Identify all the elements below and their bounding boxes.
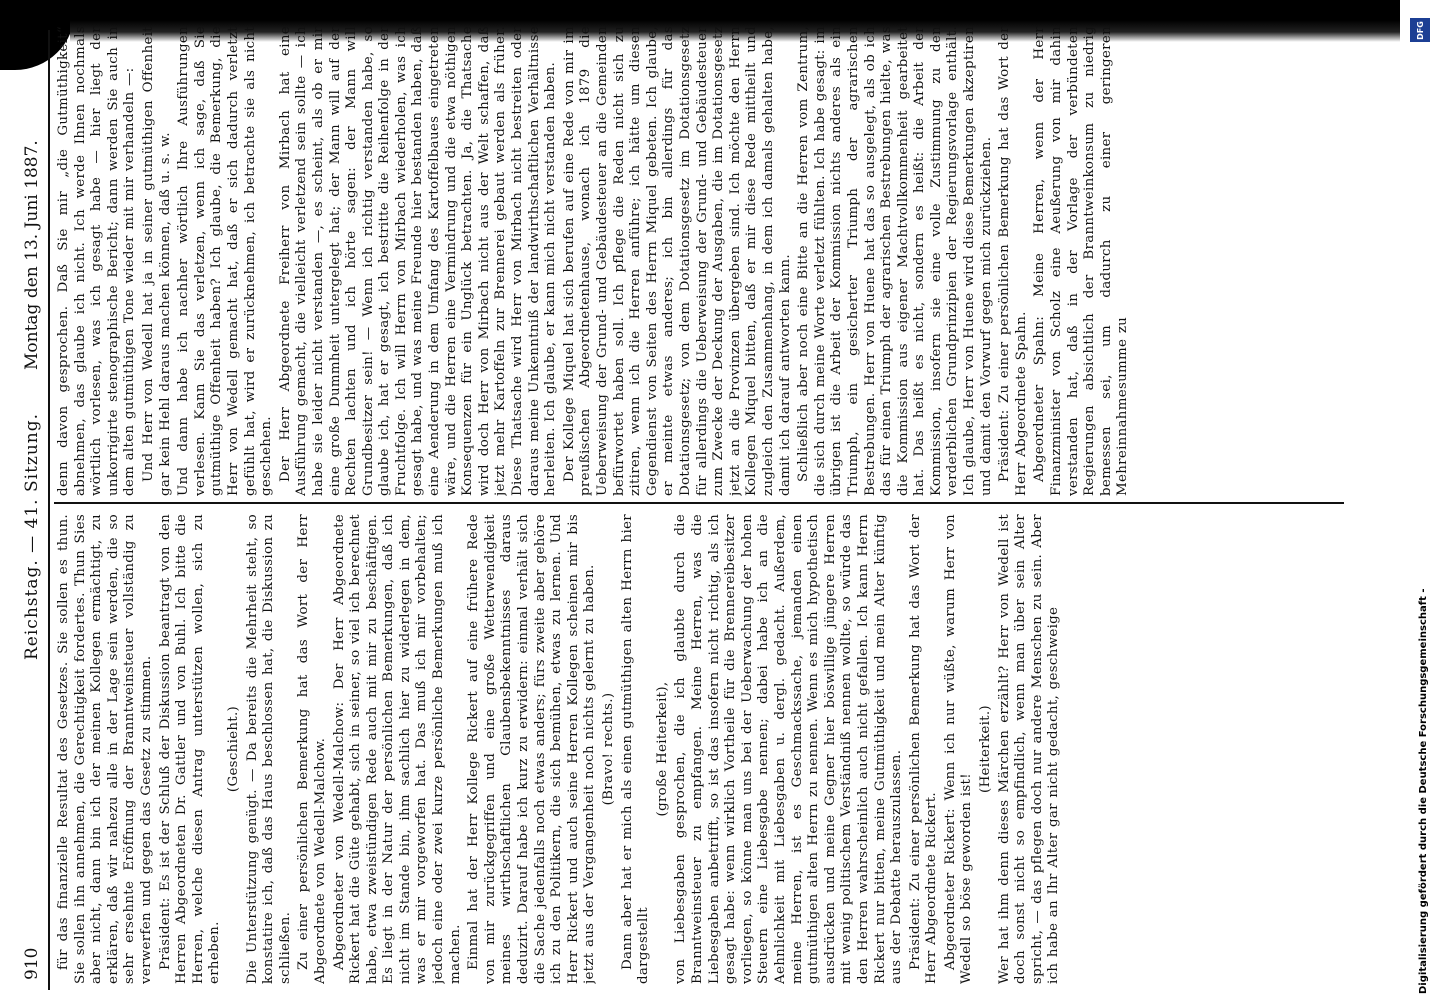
paragraph: Der Kollege Miquel hat sich berufen auf eine Rede von mir im preußischen Abgeordnetenhause, wonach ich 1879 die Ueberweisung der Grund- und Gebäudesteuer an die Gemeinden befürwortet haben soll. Ich pflege die Reden nicht sich zu zitiren, wenn ich die Herren anführe; ich hätte um diesen Gegendienst von Seiten des Herrn Miquel gebeten. Ich glaube, er meinte etwas anderes; ich bin allerdings für das Dotationsgesetz; von dem Dotationsgesetz im Dotationsgesetz für allerdings die Ueberweisung der Grund- und Gebäudesteuer zum Zwecke der Deckung der Ausgaben, die im Dotationsgesetz jetzt an die Provinzen übergeben sind. Ich möchte den Herrn Kollegen Miquel bitten, daß er mir diese Rede mittheilt und zugleich den Zusammenhang, in dem ich damals gehalten habe, damit ich darauf antworten kann.	[561, 26, 793, 496]
session-date: Montag den 13. Juni 1887.	[22, 140, 42, 370]
paragraph: Präsident: Es ist der Schluß der Diskussion beantragt von den Herren Abgeordneten Dr. Gattler und von Buhl. Ich bitte die Herren, welche diesen Antrag unterstützen wollen, sich zu erheben.	[157, 514, 223, 984]
paragraph: (Heiterkeit.)	[978, 705, 994, 793]
paragraph: (große Heiterkeit),	[654, 681, 670, 817]
right-column	[56, 26, 1346, 496]
paragraph: Einmal hat der Herr Kollege Rickert auf eine frühere Rede von mir zurückgegriffen und eine große Wetterwendigkeit meines wirthschaftlichen Glaubensbekenntnisses daraus deduzirt. Darauf habe ich kurz zu erwidern: einmal verhält sich die Sache jedenfalls noch etwas anders; fürs zweite aber gehöre ich zu den Politikern, die sich bemühen, etwas zu lernen. Und Herr Rickert und auch seine Herren Kollegen scheinen mir bis jetzt aus der Vergangenheit noch nichts gelernt zu haben.	[466, 514, 598, 984]
dfg-logo: DFG	[1410, 18, 1430, 42]
paragraph: Abgeordneter von Wedell-Malchow: Der Herr Abgeordnete Rickert hat die Güte gehabt, sich in seiner, so viel ich berechnet habe, etwa zweistündigen Rede auch mit mir zu beschäftigen. Es liegt in der Natur der persönlichen Bemerkungen, daß ich nicht im Stande bin, ihm sachlich hier zu widerlegen in dem, was er mir vorgeworfen hat. Das muß ich mir vorbehalten; jedoch eine oder zwei kurze persönliche Bemerkungen muß ich machen.	[331, 514, 463, 984]
paragraph: für das finanzielle Resultat des Gesetzes. Sie sollen es thun. Sie sollen ihn annehmen, die Gerechtigkeit fordertes. Thun Sies aber nicht, dann bin ich der meinen Kollegen ermächtigt, zu erklären, daß wir nahezu alle in der Lage sein werden, die so sehr ersehnte Eröffnung der Branntweinsteuer vollständig zu verwerfen und gegen das Gesetz zu stimmen.	[56, 514, 154, 984]
session-title: Reichstag. — 41. Sitzung.	[22, 412, 42, 660]
page-number: 910	[22, 947, 42, 980]
paragraph: Der Herr Abgeordnete Freiherr von Mirbach hat eine Ausführung gemacht, die vielleicht verletzend sein sollte — ich habe sie leider nicht verstanden —, es scheint, als ob er mir eine große Dummheit untergelegt hat; der Mann will auf der Rechten lachten und ich hörte sagen: der Mann will Grundbesitzer sein! — Wenn ich richtig verstanden habe, so glaube ich, hat er gesagt, ich bestritte die Reihenfolge in der Fruchtfolge. Ich will Herrn von Mirbach wiederholen, was ich gesagt habe, und was meine Freunde hier bestanden haben, daß eine Aenderung in dem Umfang des Kartoffelbaues eingetreten wäre, und die Herren eine Vermindrung und die etwa nöthigen Konsequenzen für ein Unglück betrachten. Ja, die Thatsache wird doch Herr von Mirbach nicht aus der Welt schaffen, daß jetzt mehr Kartoffeln zur Brennerei gebaut werden als früher. Diese Thatsache wird Herr von Mirbach nicht bestreiten oder daraus meine Unkenntniß der landwirthschaftlichen Verhältnisse herleiten. Ich glaube, er kann mich nicht verstanden haben.	[277, 26, 559, 496]
paragraph: Wer hat ihm denn dieses Märchen erzählt? Herr von Wedell ist doch sonst nicht so empfindlich, wenn man über sein Alter spricht, — das pflegen doch nur andere Menschen zu sein. Aber ich habe an Ihr Alter gar nicht gedacht, geschweige	[996, 514, 1062, 984]
paragraph: Und dann habe ich nachher wörtlich Ihre Ausführungen verlesen. Kann Sie das verletzen, wenn ich sage, daß Sie gutmüthige Offenheit haben? Ich glaube, die Bemerkung, die Herr von Wedell gemacht hat, daß er sich dadurch verletzt gefühlt hat, wird er zurücknehmen, ich betrachte sie als nicht geschehen.	[176, 26, 275, 496]
paragraph: Dann aber hat er mich als einen gutmüthigen alten Herrn hier dargestellt	[619, 514, 652, 984]
left-column	[56, 514, 1346, 984]
paragraph: Abgeordneter Rickert: Wenn ich nur wüßte, warum Herr von Wedell so böse geworden ist!	[942, 514, 975, 984]
column-divider	[54, 502, 1344, 504]
paragraph: (Bravo! rechts.)	[601, 692, 616, 806]
paragraph: Zu einer persönlichen Bemerkung hat das Wort der Herr Abgeordnete von Wedell-Malchow.	[296, 514, 328, 984]
header-rule	[48, 30, 50, 990]
paragraph: Präsident: Zu einer persönlichen Bemerkung hat das Wort der Herr Abgeordnete Rickert.	[907, 514, 940, 984]
paragraph: Und Herr von Wedell hat ja in seiner gutmüthigen Offenheit gar kein Hehl daraus machen können, daß u. s. w.	[140, 26, 173, 496]
paragraph: Abgeordneter Spahn: Meine Herren, wenn der Herr Finanzminister von Scholz eine Aeußerung von mir dahin verstanden hat, daß in der Vorlage der verbündeten Regierungen absichtlich der Branntweinkonsum zu niedrig bemessen sei, um dadurch zu einer geringeren Mehreinnahmesumme zu	[1032, 26, 1131, 496]
digitization-watermark: Digitalisierung gefördert durch die Deutsche Forschungsgemeinschaft -	[1418, 588, 1429, 994]
paragraph: Die Unterstützung genügt. — Da bereits die Mehrheit steht, so konstatire ich, daß das Haus beschlossen hat, die Diskussion zu schließen.	[244, 514, 293, 984]
paragraph: Schließlich aber noch eine Bitte an die Herren vom Zentrum, die sich durch meine Worte verletzt fühlten. Ich habe gesagt: im übrigen ist die Arbeit der Kommission nichts anderes als ein Triumph, ein gesicherter Triumph der agrarischen Bestrebungen. Herr von Huene hat das so ausgelegt, als ob ich das für einen Triumph der agrarischen Bestrebungen hielte, was die Kommission aus eigener Machtvollkommenheit gearbeitet hat. Das heißt es nicht, sondern es heißt: die Arbeit der Kommission, insofern sie eine volle Zustimmung zu den verderblichen Grundprinzipien der Regierungsvorlage enthält. Ich glaube, Herr von Huene wird diese Bemerkungen akzeptiren und damit den Vorwurf gegen mich zurückziehen.	[796, 26, 994, 496]
paragraph: von Liebesgaben gesprochen, die ich glaubte durch die Branntweinsteuer zu empfangen. Meine Herren, was die Liebesgaben anbetrifft, so ist das insofern nicht richtig, als ich gesagt habe: wenn wirklich Vortheile für die Brennereibesitzer vorliegen, so könne man uns bei der Ueberwachung der hohen Steuern eine Liebesgabe nennen; dabei habe ich an die Aehnlichkeit mit Liebesgaben u. dergl. gedacht. Außerdem, meine Herren, ist es Geschmackssache, jemanden einen gutmüthigen alten Herrn zu nennen. Wenn es mich hypothetisch ausdrücken und meine Gegner hier böswillige jüngere Herren mit wenig politischem Verständniß nennen wollte, so würde das den Herren wahrscheinlich auch nicht gefallen. Ich kann Herrn Rickert nur bitten, meine Gutmüthigkeit und mein Alter künftig aus der Debatte herauszulassen.	[673, 514, 905, 984]
rotated-page	[20, 26, 1380, 990]
page-header	[20, 30, 50, 990]
paragraph: denn davon gesprochen. Daß Sie mir „die Gutmüthigkeit“ abnehmen, das glaube ich nicht. Ich werde Ihnen nochmals wörtlich vorlesen, was ich gesagt habe — hier liegt der unkorrigirte stenographische Bericht; dann werden Sie auch in dem alten gutmüthigen Tone wieder mit mir verhandeln —:	[56, 26, 138, 496]
paragraph: Präsident: Zu einer persönlichen Bemerkung hat das Wort der Herr Abgeordnete Spahn.	[997, 26, 1029, 496]
paragraph: (Geschieht.)	[225, 705, 241, 793]
